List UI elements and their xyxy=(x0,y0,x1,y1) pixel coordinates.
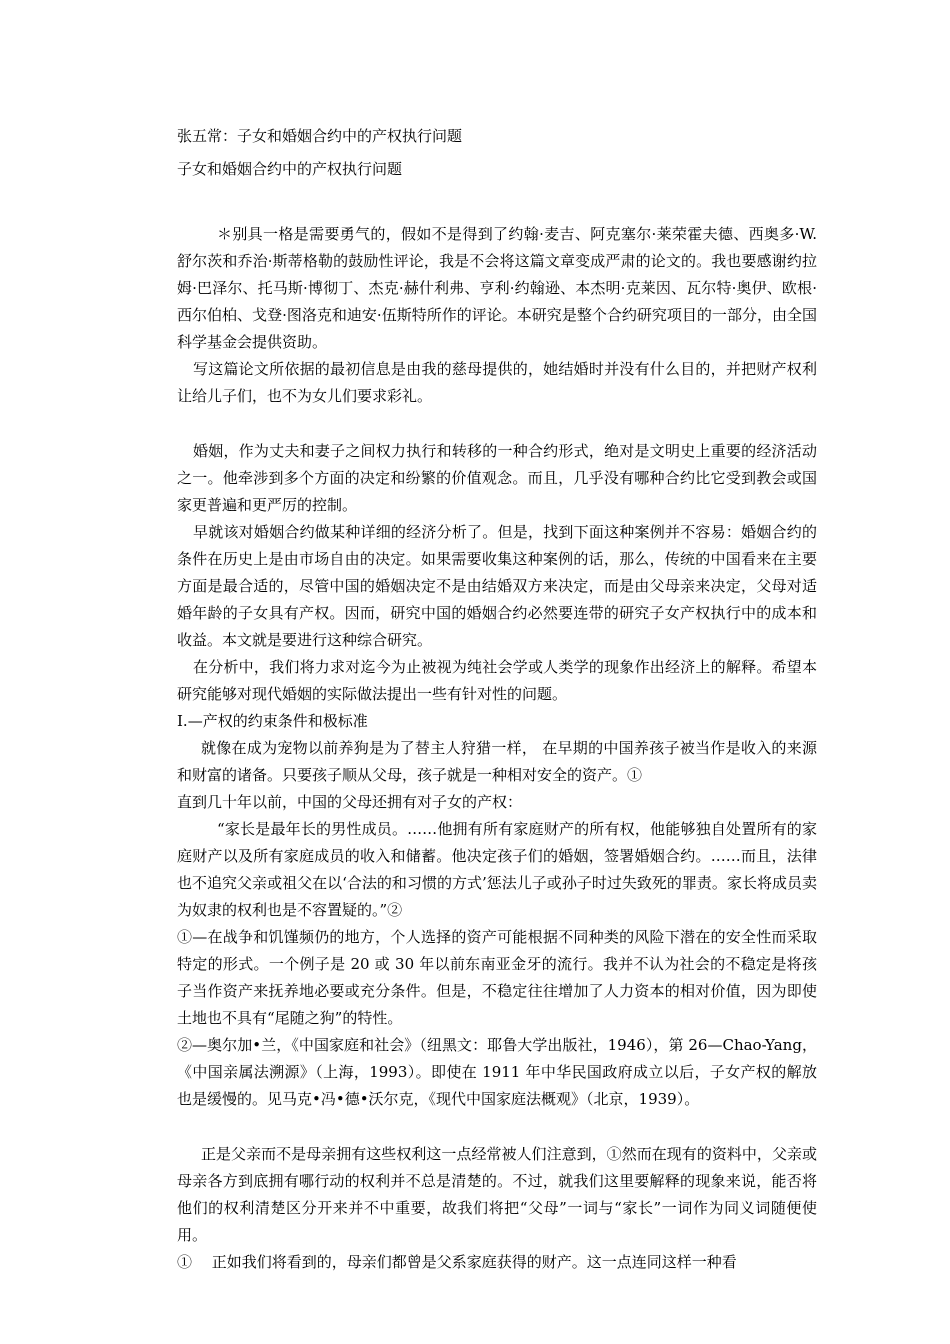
body-paragraph: 在分析中，我们将力求对迄今为止被视为纯社会学或人类学的现象作出经济上的解释。希望本研究能够对现代婚姻的实际做法提出一些有针对性的问题。 xyxy=(177,658,817,703)
footnote: ①—在战争和饥馑频仍的地方，个人选择的资产可能根据不同种类的风险下潜在的安全性而采取特定的形式。一个例子是 20 或 30 年以前东南亚金牙的流行。我并不认为社会的不稳定是将孩子当作资产来抚养地必要或充分条件。但是，不稳定往往增加了人力资本的相对价值，因为即使土地也不具有“尾随之狗”的特性。 xyxy=(177,928,817,1027)
body-paragraph: 婚姻，作为丈夫和妻子之间权力执行和转移的一种合约形式，绝对是文明史上重要的经济活动之一。他牵涉到多个方面的决定和纷繁的价值观念。而且，几乎没有哪种合约比它受到教会或国家更普遍和更严厉的控制。 xyxy=(177,442,817,514)
body-paragraph: 直到几十年以前，中国的父母还拥有对子女的产权： xyxy=(177,793,523,811)
document-subtitle: 子女和婚姻合约中的产权执行问题 xyxy=(177,160,403,178)
body-paragraph: 正是父亲而不是母亲拥有这些权利这一点经常被人们注意到，①然而在现有的资料中，父亲或母亲各方到底拥有哪行动的权利并不总是清楚的。不过，就我们这里要解释的现象来说，能否将他们的权利清楚区分开来并不中重要，故我们将把“父母”一词与“家长”一词作为同义词随便使用。 xyxy=(177,1145,817,1244)
footnote: ②—奥尔加•兰，《中国家庭和社会》（纽黑文：耶鲁大学出版社，1946），第 26—Chao-Yang，《中国亲属法溯源》（上海，1993）。即使在 1911 年中华民国政府成立以后，子女产权的解放也是缓慢的。见马克•冯•德•沃尔克，《现代中国家庭法概观》（北京，1939）。 xyxy=(177,1036,817,1108)
document-title: 张五常：子女和婚姻合约中的产权执行问题 xyxy=(177,127,463,145)
body-paragraph: 就像在成为宠物以前养狗是为了替主人狩猎一样， 在早期的中国养孩子被当作是收入的来源和财富的诸备。只要孩子顺从父母，孩子就是一种相对安全的资产。① xyxy=(177,739,817,784)
acknowledgement-paragraph-2: 写这篇论文所依据的最初信息是由我的慈母提供的，她结婚时并没有什么目的，并把财产权利让给儿子们，也不为女儿们要求彩礼。 xyxy=(177,360,817,405)
quote-paragraph: “家长是最年长的男性成员。……他拥有所有家庭财产的所有权，他能够独自处置所有的家庭财产以及所有家庭成员的收入和储蓄。他决定孩子们的婚姻，签署婚姻合约。……而且，法律也不追究父亲或祖父在以‘合法的和习惯的方式’惩法儿子或孙子时过失致死的罪责。家长将成员卖为奴隶的权利也是不容置疑的。”② xyxy=(177,820,817,919)
section-heading: I.—产权的约束条件和极标准 xyxy=(177,712,368,730)
acknowledgement-paragraph: ＊别具一格是需要勇气的，假如不是得到了约翰·麦吉、阿克塞尔·莱荣霍夫德、西奥多·W.舒尔茨和乔治·斯蒂格勒的鼓励性评论，我是不会将这篇文章变成严肃的论文的。我也要感谢约拉姆·巴泽尔、托马斯·博彻丁、杰克·赫什利弗、亨利·约翰逊、本杰明·克莱因、瓦尔特·奥伊、欧根·西尔伯柏、戈登·图洛克和迪安·伍斯特所作的评论。本研究是整个合约研究项目的一部分，由全国科学基金会提供资助。 xyxy=(177,225,817,351)
body-paragraph: 早就该对婚姻合约做某种详细的经济分析了。但是，找到下面这种案例并不容易：婚姻合约的条件在历史上是由市场自由的决定。如果需要收集这种案例的话，那么，传统的中国看来在主要方面是最合适的，尽管中国的婚姻决定不是由结婚双方来决定，而是由父母亲来决定，父母对适婚年龄的子女具有产权。因而，研究中国的婚姻合约必然要连带的研究子女产权执行中的成本和收益。本文就是要进行这种综合研究。 xyxy=(177,523,817,649)
document-body xyxy=(177,123,817,1276)
footnote: ① 正如我们将看到的，母亲们都曾是父系家庭获得的财产。这一点连同这样一种看 xyxy=(177,1253,737,1271)
spacer xyxy=(177,410,817,438)
spacer xyxy=(177,1113,817,1141)
spacer xyxy=(177,183,817,211)
